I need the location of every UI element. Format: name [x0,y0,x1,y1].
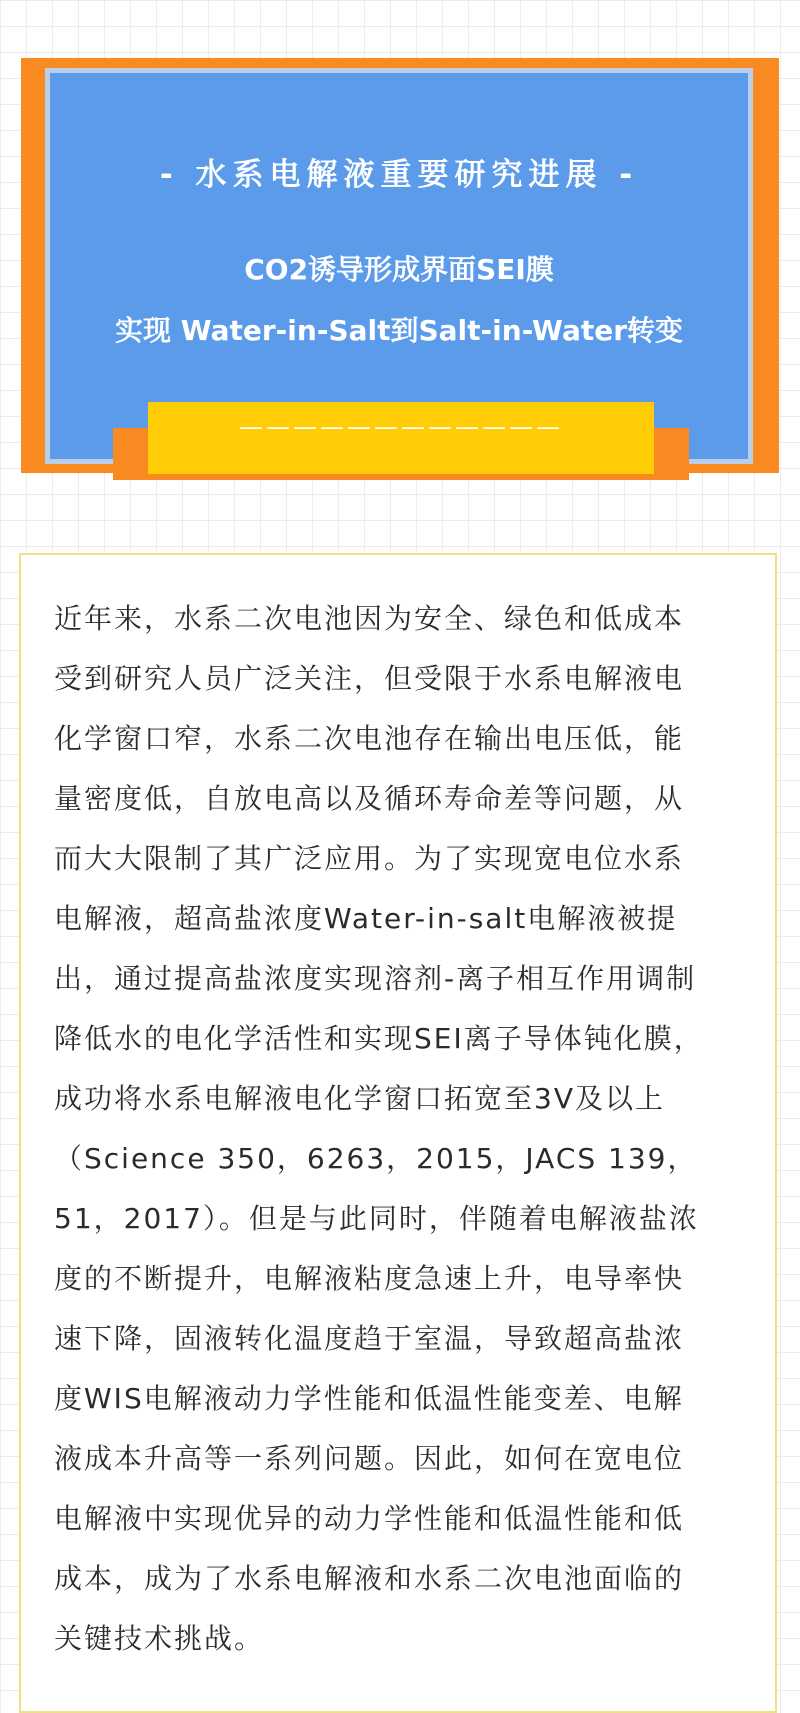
header-card [21,58,779,473]
paragraph-line: 成功将水系电解液电化学窗口拓宽至3V及以上 [54,1082,665,1115]
dash-divider: ———————————— [239,413,563,441]
paragraph-line: 液成本升高等一系列问题。因此，如何在宽电位 [54,1442,685,1475]
paragraph-line: 而大大限制了其广泛应用。为了实现宽电位水系 [54,842,685,875]
decorative-yellow-bar [148,402,654,474]
paragraph-line: 受到研究人员广泛关注，但受限于水系电解液电 [54,662,685,695]
article-text-box [19,553,777,1713]
subtitle-line-2: 实现 Water-in-Salt到Salt-in-Water转变 [114,314,684,347]
paragraph-line: 化学窗口窄，水系二次电池存在输出电压低，能 [54,722,685,755]
paragraph-line: 降低水的电化学活性和实现SEI离子导体钝化膜， [54,1022,704,1055]
paragraph-line: 量密度低，自放电高以及循环寿命差等问题，从 [54,782,685,815]
article-paragraph [54,589,744,1669]
paragraph-line: 电解液，超高盐浓度Water-in-salt电解液被提 [54,902,678,935]
paragraph-line: 度的不断提升，电解液粘度急速上升，电导率快 [54,1262,685,1295]
subtitle-line-1: CO2诱导形成界面SEI膜 [244,253,554,286]
paragraph-line: 速下降，固液转化温度趋于室温，导致超高盐浓 [54,1322,685,1355]
paragraph-line: 成本，成为了水系电解液和水系二次电池面临的 [54,1562,685,1595]
paragraph-line: 出，通过提高盐浓度实现溶剂-离子相互作用调制 [54,962,697,995]
page-title: - 水系电解液重要研究进展 - [159,157,639,193]
paragraph-line: 电解液中实现优异的动力学性能和低温性能和低 [54,1502,685,1535]
paragraph-line: 度WIS电解液动力学性能和低温性能变差、电解 [54,1382,684,1415]
paragraph-line: （Science 350，6263，2015，JACS 139， [54,1142,698,1175]
paragraph-line: 关键技术挑战。 [54,1622,265,1655]
paragraph-line: 51，2017）。但是与此同时，伴随着电解液盐浓 [54,1202,699,1235]
paragraph-line: 近年来，水系二次电池因为安全、绿色和低成本 [54,602,685,635]
